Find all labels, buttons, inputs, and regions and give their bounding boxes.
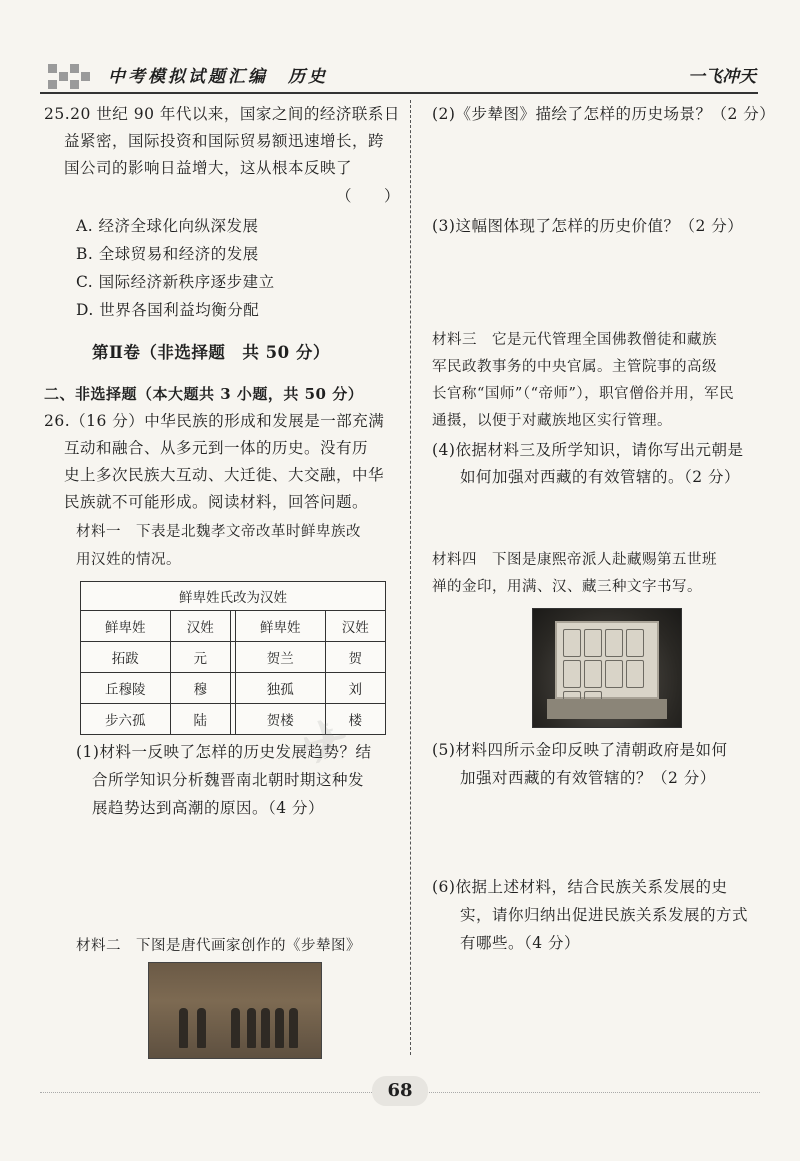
material-4-line-2: 禅的金印，用满、汉、藏三种文字书写。 [432, 579, 702, 595]
material-1-line-2: 用汉姓的情况。 [76, 552, 181, 568]
q26-intro-1: 26.（16 分）中华民族的形成和发展是一部充满 [44, 412, 385, 430]
material-3-line-2: 军民政教事务的中央官属。主管院事的高级 [432, 359, 717, 375]
q25-option-a: A. 经济全球化向纵深发展 [76, 217, 259, 235]
table-cell: 元 [170, 642, 230, 673]
material-3-line-3: 长官称“国师”（“帝师”），职官僧俗并用，军民 [432, 386, 735, 402]
table-cell: 贺楼 [235, 704, 325, 735]
table-row [81, 673, 386, 704]
table-row [81, 642, 386, 673]
q26-2: (2)《步辇图》描绘了怎样的历史场景？（2 分） [432, 105, 776, 123]
section2-heading: 二、非选择题（本大题共 3 小题，共 50 分） [44, 385, 364, 403]
section2-title: 第Ⅱ卷（非选择题 共 50 分） [92, 343, 330, 362]
watermark-logo: ✈ [287, 703, 352, 783]
table-header-row [81, 611, 386, 642]
material-4-line-1: 材料四 下图是康熙帝派人赴藏赐第五世班 [432, 552, 717, 568]
q26-5-line-1: (5)材料四所示金印反映了清朝政府是如何 [432, 741, 728, 759]
q26-4-line-1: (4)依据材料三及所学知识，请你写出元朝是 [432, 441, 744, 459]
q26-intro-4: 民族就不可能形成。阅读材料，回答问题。 [64, 493, 369, 511]
table-cell: 丘穆陵 [81, 673, 171, 704]
q26-1-line-1: (1)材料一反映了怎样的历史发展趋势？结 [76, 743, 372, 761]
table-cell: 独孤 [235, 673, 325, 704]
header-title: 中考模拟试题汇编 历史 [108, 67, 328, 87]
table-cell: 拓跋 [81, 642, 171, 673]
q25-option-b: B. 全球贸易和经济的发展 [76, 245, 259, 263]
q25-line-1: 25.20 世纪 90 年代以来，国家之间的经济联系日 [44, 105, 400, 123]
q26-1-line-3: 展趋势达到高潮的原因。（4 分） [92, 799, 325, 817]
q26-intro-2: 互动和融合、从多元到一体的历史。没有历 [64, 439, 369, 457]
q26-4-line-2: 如何加强对西藏的有效管辖的。（2 分） [460, 468, 741, 486]
header-logo: 一飞冲天 [688, 67, 756, 87]
q25-option-d: D. 世界各国利益均衡分配 [76, 301, 260, 319]
header-rule [40, 92, 758, 94]
page-number: 68 [372, 1076, 428, 1106]
q26-1-line-2: 合所学知识分析魏晋南北朝时期这种发 [92, 771, 365, 789]
table-caption: 鲜卑姓氏改为汉姓 [81, 582, 386, 611]
q26-6-line-2: 实，请你归纳出促进民族关系发展的方式 [460, 906, 749, 924]
material-1-line-1: 材料一 下表是北魏孝文帝改革时鲜卑族改 [76, 524, 361, 540]
q25-line-3: 国公司的影响日益增大，这从根本反映了 [64, 159, 353, 177]
q26-6-line-3: 有哪些。（4 分） [460, 934, 581, 952]
table-cell: 刘 [325, 673, 385, 704]
table-cell: 穆 [170, 673, 230, 704]
q26-5-line-2: 加强对西藏的有效管辖的？（2 分） [460, 769, 716, 787]
table-cell: 步六孤 [81, 704, 171, 735]
q26-6-line-1: (6)依据上述材料，结合民族关系发展的史 [432, 878, 728, 896]
q26-intro-3: 史上多次民族大互动、大迁徙、大交融，中华 [64, 466, 385, 484]
material-2: 材料二 下图是唐代画家创作的《步辇图》 [76, 938, 361, 954]
q25-answer-bracket: （ ） [336, 187, 401, 205]
column-divider [410, 100, 411, 1055]
table-cell: 陆 [170, 704, 230, 735]
table-header: 汉姓 [325, 611, 385, 642]
table-cell: 贺兰 [235, 642, 325, 673]
q25-option-c: C. 国际经济新秩序逐步建立 [76, 273, 275, 291]
material-3-line-4: 通摄，以便于对藏族地区实行管理。 [432, 413, 672, 429]
header-decoration [48, 64, 92, 90]
q25-line-2: 益紧密，国际投资和国际贸易额迅速增长，跨 [64, 132, 385, 150]
q26-3: (3)这幅图体现了怎样的历史价值？（2 分） [432, 217, 744, 235]
bunian-painting-image [148, 962, 322, 1059]
table-header: 鲜卑姓 [235, 611, 325, 642]
golden-seal-image [532, 608, 682, 728]
table-cell: 楼 [325, 704, 385, 735]
table-cell: 贺 [325, 642, 385, 673]
table-header: 汉姓 [170, 611, 230, 642]
material-3-line-1: 材料三 它是元代管理全国佛教僧徒和藏族 [432, 332, 717, 348]
table-header: 鲜卑姓 [81, 611, 171, 642]
